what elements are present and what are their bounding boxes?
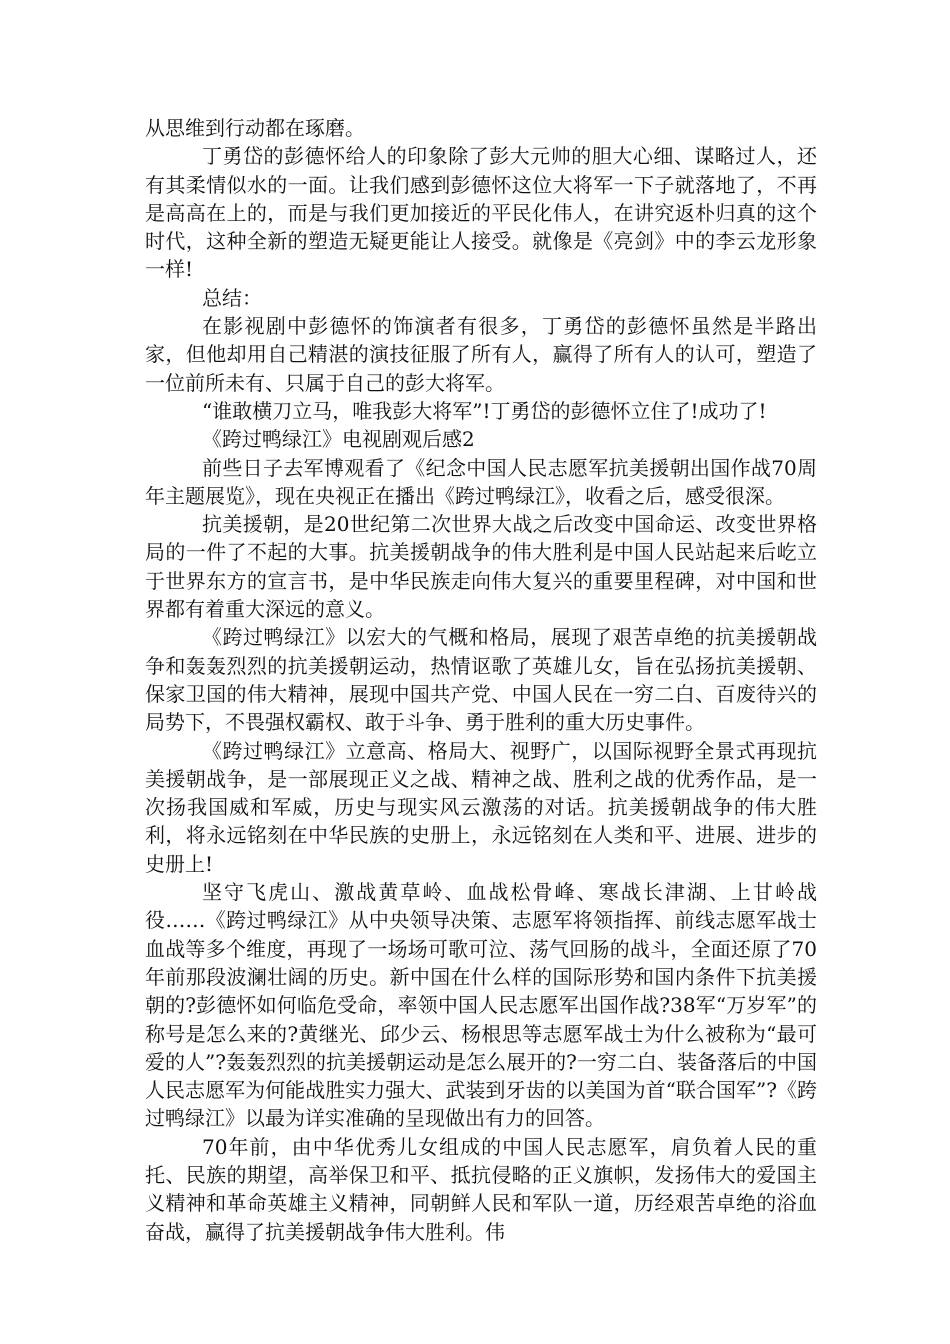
paragraph-12: 70年前，由中华优秀儿女组成的中国人民志愿军，肩负着人民的重托、民族的期望，高举保卫和平、抵抗侵略的正义旗帜，发扬伟大的爱国主义精神和革命英雄主义精神，同朝鲜人民和军队一道，历经艰苦卓绝的浴血奋战，赢得了抗美援朝战争伟大胜利。伟 (145, 1134, 817, 1244)
paragraph-5: “谁敢横刀立马，唯我彭大将军”!丁勇岱的彭德怀立住了!成功了! (202, 398, 767, 423)
paragraph-10: 《跨过鸭绿江》立意高、格局大、视野广，以国际视野全景式再现抗美援朝战争，是一部展现正义之战、精神之战、胜利之战的优秀作品，是一次扬我国威和军威，历史与现实风云激荡的对话。抗美援朝战争的伟大胜利，将永远铭刻在中华民族的史册上，永远铭刻在人类和平、进展、进步的史册上! (145, 738, 817, 876)
section-title: 《跨过鸭绿江》电视剧观后感2 (202, 427, 475, 452)
paragraph-7: 前些日子去军博观看了《纪念中国人民志愿军抗美援朝出国作战70周年主题展览》，现在央视正在播出《跨过鸭绿江》，收看之后，感受很深。 (145, 455, 817, 508)
paragraph-9: 《跨过鸭绿江》以宏大的气概和格局，展现了艰苦卓绝的抗美援朝战争和轰轰烈烈的抗美援朝运动，热情讴歌了英雄儿女，旨在弘扬抗美援朝、保家卫国的伟大精神，展现中国共产党、中国人民在一穷二白、百废待兴的局势下，不畏强权霸权、敢于斗争、勇于胜利的重大历史事件。 (145, 625, 817, 735)
paragraph-2: 丁勇岱的彭德怀给人的印象除了彭大元帅的胆大心细、谋略过人，还有其柔情似水的一面。让我们感到彭德怀这位大将军一下子就落地了，不再是高高在上的，而是与我们更加接近的平民化伟人，在讲究返朴归真的这个时代，这种全新的塑造无疑更能让人接受。就像是《亮剑》中的李云龙形象一样! (145, 144, 817, 282)
paragraph-1: 从思维到行动都在琢磨。 (145, 116, 365, 140)
paragraph-11: 坚守飞虎山、激战黄草岭、血战松骨峰、寒战长津湖、上甘岭战役……《跨过鸭绿江》从中央领导决策、志愿军将领指挥、前线志愿军战士血战等多个维度，再现了一场场可歌可泣、荡气回肠的战斗，全面还原了70年前那段波澜壮阔的历史。新中国在什么样的国际形势和国内条件下抗美援朝的?彭德怀如何临危受命，率领中国人民志愿军出国作战?38军“万岁军”的称号是怎么来的?黄继光、邱少云、杨根思等志愿军战士为什么被称为“最可爱的人”?轰轰烈烈的抗美援朝运动是怎么展开的?一穷二白、装备落后的中国人民志愿军为何能战胜实力强大、武装到牙齿的以美国为首“联合国军”?《跨过鸭绿江》以最为详实准确的呈现做出有力的回答。 (145, 880, 817, 1131)
paragraph-8: 抗美援朝，是20世纪第二次世界大战之后改变中国命运、改变世界格局的一件了不起的大事。抗美援朝战争的伟大胜利是中国人民站起来后屹立于世界东方的宣言书，是中华民族走向伟大复兴的重要里程碑，对中国和世界都有着重大深远的意义。 (145, 512, 817, 622)
summary-heading: 总结： (202, 285, 262, 310)
paragraph-4: 在影视剧中彭德怀的饰演者有很多，丁勇岱的彭德怀虽然是半路出家，但他却用自己精湛的演技征服了所有人，赢得了所有人的认可，塑造了一位前所未有、只属于自己的彭大将军。 (145, 314, 817, 395)
document-body (145, 114, 817, 1246)
